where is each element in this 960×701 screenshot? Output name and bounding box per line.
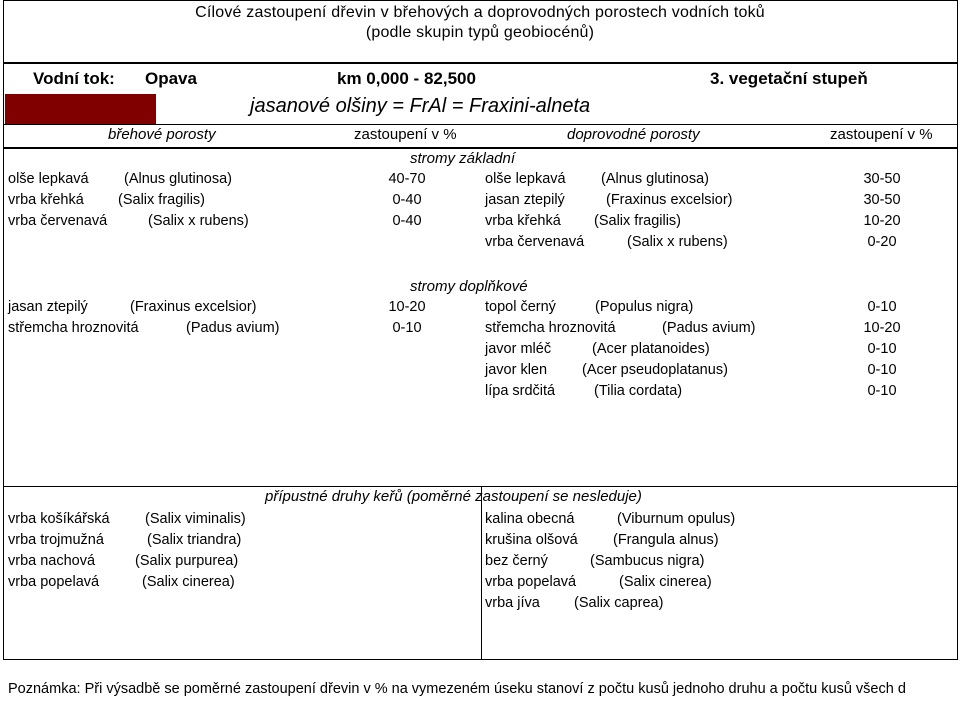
species-latin-name: (Salix fragilis)	[594, 213, 682, 229]
share-value: 40-70	[388, 171, 426, 187]
species-latin-name: (Salix triandra)	[147, 532, 242, 548]
section-shrubs: přípustné druhy keřů (poměrné zastoupení se nesleduje)	[265, 488, 642, 505]
species-czech-name: vrba červenavá	[485, 234, 585, 250]
species-latin-name: (Viburnum opulus)	[617, 511, 736, 527]
species-latin-name: (Padus avium)	[662, 320, 756, 336]
species-latin-name: (Fraxinus excelsior)	[130, 299, 257, 315]
share-value: 0-40	[392, 213, 422, 229]
species-latin-name: (Populus nigra)	[595, 299, 694, 315]
species-latin-name: (Alnus glutinosa)	[601, 171, 709, 187]
share-value: 0-40	[392, 192, 422, 208]
species-czech-name: vrba nachová	[8, 553, 96, 569]
species-latin-name: (Salix viminalis)	[145, 511, 246, 527]
share-value: 0-10	[867, 299, 897, 315]
species-czech-name: vrba křehká	[485, 213, 561, 229]
subtitle: jasanové olšiny = FrAl = Fraxini-alneta	[250, 95, 591, 117]
species-czech-name: vrba popelavá	[485, 574, 577, 590]
species-czech-name: lípa srdčitá	[485, 383, 556, 399]
color-swatch	[5, 94, 156, 124]
species-latin-name: (Padus avium)	[186, 320, 280, 336]
species-czech-name: olše lepkavá	[8, 171, 89, 187]
species-czech-name: jasan ztepilý	[8, 299, 88, 315]
species-latin-name: (Fraxinus excelsior)	[606, 192, 733, 208]
species-latin-name: (Salix x rubens)	[627, 234, 728, 250]
species-czech-name: javor klen	[485, 362, 548, 378]
share-value: 0-10	[867, 341, 897, 357]
species-czech-name: vrba jíva	[485, 595, 540, 611]
species-czech-name: střemcha hroznovitá	[485, 320, 616, 336]
share-value: 30-50	[863, 192, 901, 208]
species-czech-name: jasan ztepilý	[485, 192, 565, 208]
species-czech-name: vrba popelavá	[8, 574, 100, 590]
species-latin-name: (Salix cinerea)	[142, 574, 235, 590]
species-latin-name: (Salix cinerea)	[619, 574, 712, 590]
species-czech-name: vrba červenavá	[8, 213, 108, 229]
species-czech-name: vrba trojmužná	[8, 532, 104, 548]
header-divider	[3, 62, 958, 64]
species-latin-name: (Frangula alnus)	[613, 532, 719, 548]
species-latin-name: (Salix x rubens)	[148, 213, 249, 229]
share-value: 0-10	[867, 383, 897, 399]
species-latin-name: (Acer pseudoplatanus)	[582, 362, 728, 378]
section-supplementary-trees: stromy doplňkové	[410, 278, 528, 295]
title-line-1: Cílové zastoupení dřevin v břehových a doprovodných porostech vodních toků	[195, 4, 765, 21]
title-line-2: (podle skupin typů geobiocénů)	[365, 24, 595, 41]
watercourse-value: Opava	[145, 69, 197, 88]
species-czech-name: kalina obecná	[485, 511, 575, 527]
share-value: 10-20	[388, 299, 426, 315]
km-range: km 0,000 - 82,500	[337, 69, 476, 88]
species-latin-name: (Tilia cordata)	[594, 383, 683, 399]
shrubs-divider	[481, 486, 482, 660]
col-header-accompanying: doprovodné porosty	[567, 126, 700, 143]
footnote: Poznámka: Při výsadbě se poměrné zastoupení dřevin v % na vymezeném úseku stanoví z počtu kusů jednoho druhu a počtu kusů všech d	[8, 681, 906, 697]
species-czech-name: bez černý	[485, 553, 548, 569]
species-czech-name: topol černý	[485, 299, 556, 315]
species-latin-name: (Sambucus nigra)	[590, 553, 705, 569]
share-value: 30-50	[863, 171, 901, 187]
species-latin-name: (Acer platanoides)	[592, 341, 710, 357]
species-czech-name: vrba křehká	[8, 192, 84, 208]
species-latin-name: (Salix purpurea)	[135, 553, 239, 569]
species-czech-name: střemcha hroznovitá	[8, 320, 139, 336]
section-basic-trees: stromy základní	[410, 150, 516, 167]
species-czech-name: olše lepkavá	[485, 171, 566, 187]
share-value: 0-10	[392, 320, 422, 336]
species-latin-name: (Alnus glutinosa)	[124, 171, 232, 187]
share-value: 0-10	[867, 362, 897, 378]
col-header-accompanying-share: zastoupení v %	[830, 126, 933, 143]
col-header-bottom-line	[3, 147, 958, 149]
col-header-top-line	[3, 124, 958, 125]
share-value: 10-20	[863, 213, 901, 229]
species-latin-name: (Salix caprea)	[574, 595, 664, 611]
col-header-bank: břehové porosty	[108, 126, 216, 143]
share-value: 10-20	[863, 320, 901, 336]
species-czech-name: javor mléč	[485, 341, 552, 357]
watercourse-label: Vodní tok:	[33, 69, 115, 88]
species-latin-name: (Salix fragilis)	[118, 192, 206, 208]
col-header-bank-share: zastoupení v %	[354, 126, 457, 143]
species-czech-name: vrba košíkářská	[8, 511, 110, 527]
share-value: 0-20	[867, 234, 897, 250]
vegetation-stage: 3. vegetační stupeň	[710, 69, 868, 88]
species-czech-name: krušina olšová	[485, 532, 578, 548]
